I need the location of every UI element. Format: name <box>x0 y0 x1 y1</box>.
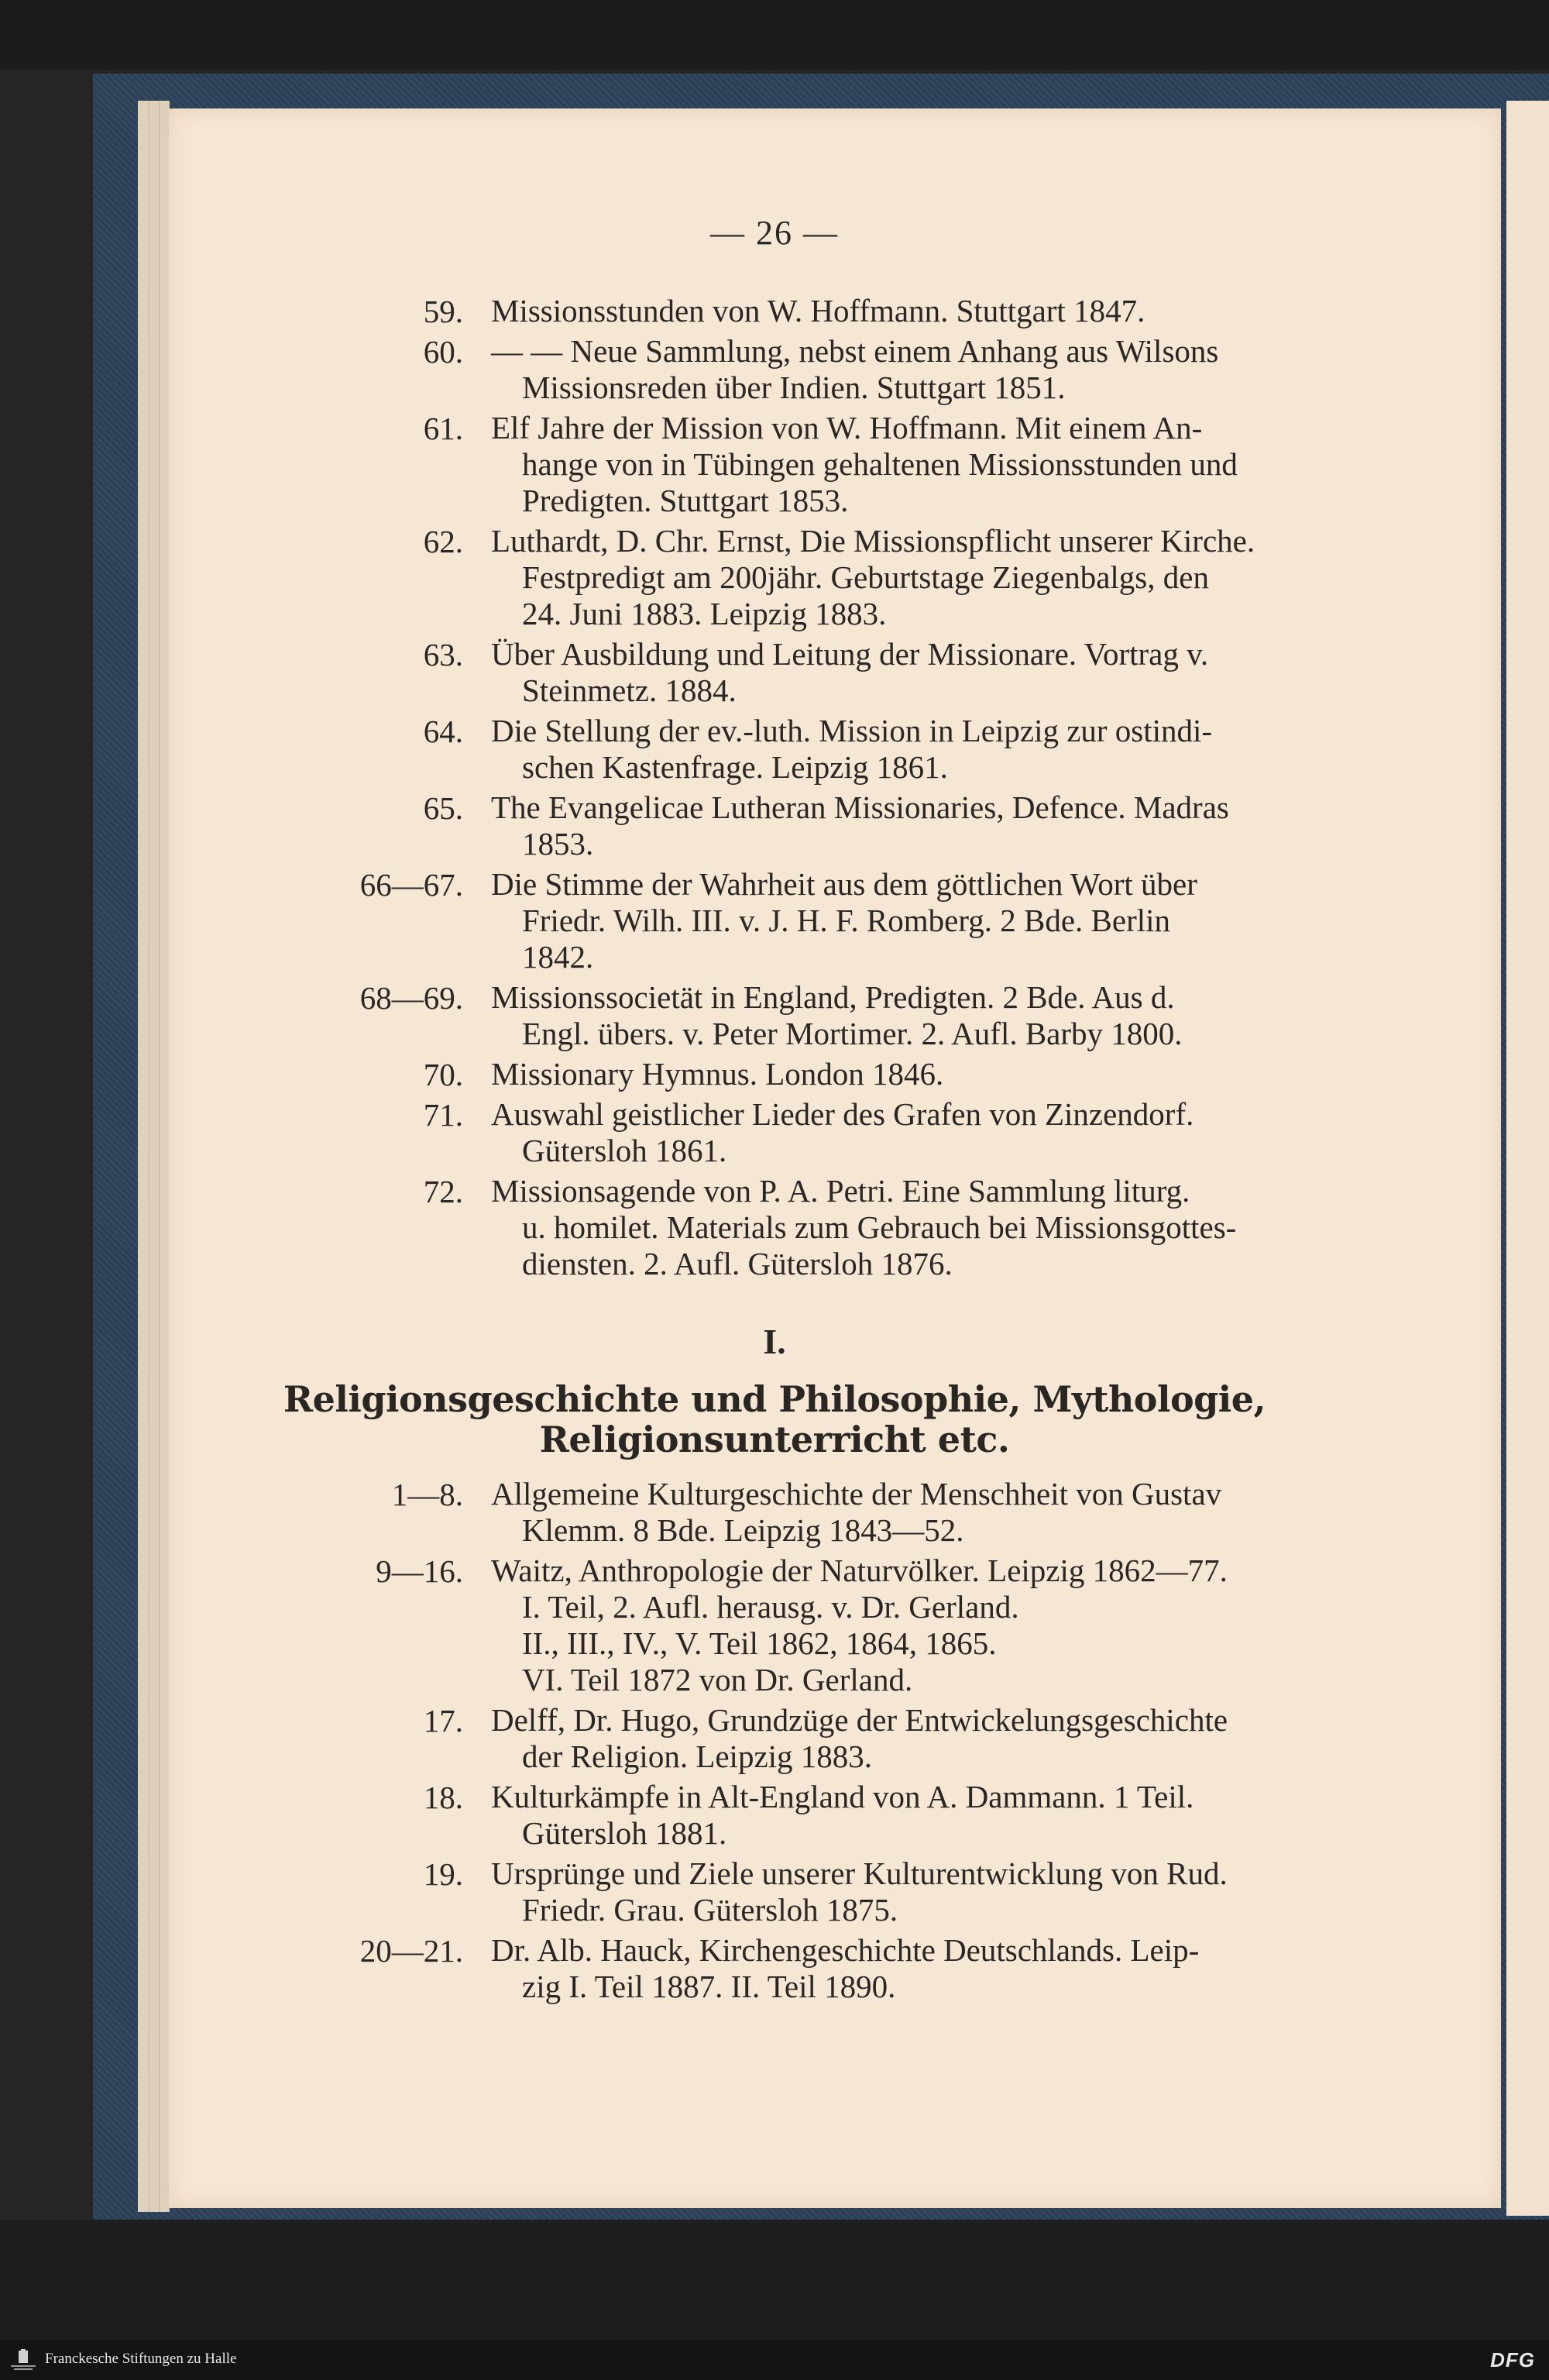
entry-number: 61. <box>423 411 463 446</box>
entry-line: The Evangelicae Lutheran Missionaries, Defence. Madras <box>491 789 1229 825</box>
entry-line: Ursprünge und Ziele unserer Kulturentwicklung von Rud. <box>491 1856 1228 1891</box>
entry-number: 72. <box>423 1174 463 1209</box>
entry-line: Elf Jahre der Mission von W. Hoffmann. Mit einem An- <box>491 410 1203 445</box>
entry-line: der Religion. Leipzig 1883. <box>522 1739 873 1774</box>
entry-number: 65. <box>423 790 463 826</box>
entry-text <box>491 410 1358 519</box>
entry-number: 17. <box>423 1703 463 1739</box>
entry-line: Auswahl geistlicher Lieder des Grafen von Zinzendorf. <box>491 1096 1194 1132</box>
section-title-line1: Religionsgeschichte und Philosophie, Mythologie, <box>283 1378 1266 1420</box>
entry-line: Luthardt, D. Chr. Ernst, Die Missionspflicht unserer Kirche. <box>491 523 1255 559</box>
entry-number: 68—69. <box>359 980 463 1016</box>
entry-text <box>491 1096 1358 1169</box>
entry-number: 18. <box>423 1780 463 1815</box>
entry-line: Friedr. Grau. Gütersloh 1875. <box>522 1892 898 1928</box>
entry-line: Über Ausbildung und Leitung der Missionare. Vortrag v. <box>491 636 1209 672</box>
entry-number: 1—8. <box>391 1477 463 1512</box>
entry-line: — — Neue Sammlung, nebst einem Anhang aus Wilsons <box>491 333 1219 369</box>
entry-line: Engl. übers. v. Peter Mortimer. 2. Aufl. Barby 1800. <box>522 1016 1183 1051</box>
entry-text <box>491 1056 1358 1092</box>
entry-line: Dr. Alb. Hauck, Kirchengeschichte Deutschlands. Leip- <box>491 1932 1200 1968</box>
entry-text <box>491 979 1358 1052</box>
entry-line: Steinmetz. 1884. <box>522 672 737 708</box>
entry-number: 66—67. <box>359 867 463 903</box>
entry-line: Delff, Dr. Hugo, Grundzüge der Entwickelungsgeschichte <box>491 1702 1228 1738</box>
page-edge <box>138 101 149 2212</box>
entry-line: Waitz, Anthropologie der Naturvölker. Leipzig 1862—77. <box>491 1553 1228 1588</box>
entry-number: 71. <box>423 1097 463 1133</box>
entry-line: Missionsreden über Indien. Stuttgart 1851. <box>522 370 1066 405</box>
entry-line: 1853. <box>522 826 594 862</box>
scanner-bottom-border <box>0 2220 1549 2340</box>
entry-text <box>491 789 1358 862</box>
entry-line: 24. Juni 1883. Leipzig 1883. <box>522 596 887 631</box>
institution-logo-icon <box>8 2349 39 2371</box>
entry-line: diensten. 2. Aufl. Gütersloh 1876. <box>522 1246 953 1281</box>
entry-text <box>491 1173 1358 1282</box>
entry-text <box>491 293 1358 329</box>
entry-line: Die Stellung der ev.-luth. Mission in Leipzig zur ostindi- <box>491 713 1213 748</box>
entry-line: Klemm. 8 Bde. Leipzig 1843—52. <box>522 1512 964 1548</box>
entry-line: schen Kastenfrage. Leipzig 1861. <box>522 749 948 785</box>
entry-line: Missionsstunden von W. Hoffmann. Stuttgart 1847. <box>491 293 1145 328</box>
entry-line: zig I. Teil 1887. II. Teil 1890. <box>522 1969 896 2004</box>
footer-institution: Franckesche Stiftungen zu Halle <box>45 2351 237 2367</box>
entry-line: I. Teil, 2. Aufl. herausg. v. Dr. Gerland. <box>522 1589 1019 1625</box>
entry-number: 19. <box>423 1856 463 1892</box>
entry-number: 70. <box>423 1057 463 1092</box>
entry-line: 1842. <box>522 939 594 975</box>
entry-number: 62. <box>423 524 463 559</box>
entry-number: 9—16. <box>376 1553 463 1589</box>
dfg-logo: DFG <box>1490 2348 1535 2371</box>
entry-text <box>491 333 1358 406</box>
entry-number: 60. <box>423 334 463 370</box>
entry-number: 20—21. <box>359 1933 463 1969</box>
entry-number: 63. <box>423 637 463 672</box>
section-title <box>0 1379 1549 1460</box>
entry-line: Predigten. Stuttgart 1853. <box>522 483 849 518</box>
entry-line: Die Stimme der Wahrheit aus dem göttlichen Wort über <box>491 866 1197 902</box>
entry-line: Friedr. Wilh. III. v. J. H. F. Romberg. 2 Bde. Berlin <box>522 903 1171 938</box>
entry-text <box>491 1779 1358 1852</box>
entry-text <box>491 1476 1358 1549</box>
footer-bar <box>0 2340 1549 2380</box>
scanner-top-border <box>0 0 1549 70</box>
page-edge <box>149 101 160 2212</box>
entry-line: Allgemeine Kulturgeschichte der Menschheit von Gustav <box>491 1476 1222 1512</box>
entry-text <box>491 1702 1358 1775</box>
entry-line: VI. Teil 1872 von Dr. Gerland. <box>522 1662 913 1697</box>
entry-line: Missionssocietät in England, Predigten. 2 Bde. Aus d. <box>491 979 1175 1015</box>
entry-line: u. homilet. Materials zum Gebrauch bei Missionsgottes- <box>522 1209 1237 1245</box>
entry-line: hange von in Tübingen gehaltenen Missionsstunden und <box>522 446 1238 482</box>
entry-number: 59. <box>423 294 463 329</box>
entry-text <box>491 866 1358 975</box>
entry-line: Missionsagende von P. A. Petri. Eine Sammlung liturg. <box>491 1173 1190 1209</box>
entry-text <box>491 523 1358 632</box>
entry-text <box>491 1932 1358 2005</box>
entry-text <box>491 1856 1358 1928</box>
section-title-line2: Religionsunterricht etc. <box>539 1419 1010 1460</box>
entry-line: Kulturkämpfe in Alt-England von A. Dammann. 1 Teil. <box>491 1779 1194 1814</box>
entry-text <box>491 713 1358 786</box>
entry-line: Gütersloh 1881. <box>522 1815 727 1851</box>
entry-number: 64. <box>423 714 463 749</box>
entry-line: Gütersloh 1861. <box>522 1133 727 1168</box>
entry-line: II., III., IV., V. Teil 1862, 1864, 1865. <box>522 1625 997 1661</box>
page-number: — 26 — <box>710 214 839 252</box>
entry-text <box>491 636 1358 709</box>
entry-line: Festpredigt am 200jähr. Geburtstage Ziegenbalgs, den <box>522 559 1209 595</box>
entry-line: Missionary Hymnus. London 1846. <box>491 1056 944 1092</box>
section-letter: I. <box>763 1322 786 1361</box>
entry-text <box>491 1553 1358 1698</box>
facing-page-edge <box>1506 101 1549 2216</box>
